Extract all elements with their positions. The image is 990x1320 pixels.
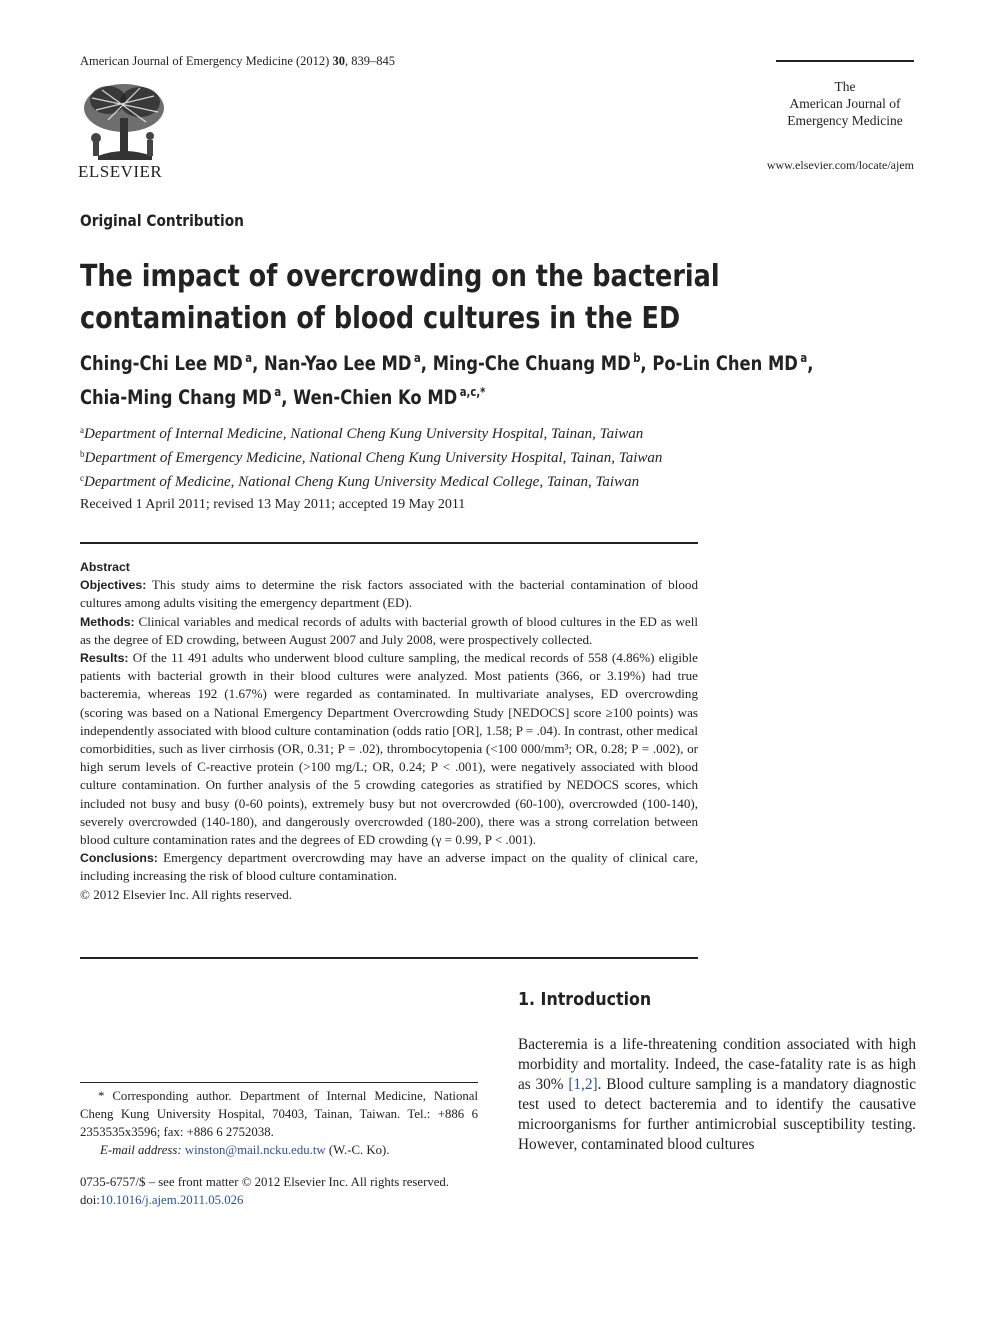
- introduction-heading: 1. Introduction: [518, 989, 652, 1010]
- abstract: [80, 558, 698, 904]
- article-type: Original Contribution: [80, 211, 244, 230]
- journal-name: The American Journal of Emergency Medicine: [787, 79, 903, 128]
- author-affiliation-mark[interactable]: a: [274, 385, 282, 399]
- abstract-bottom-rule: [80, 957, 698, 959]
- author-affiliation-mark[interactable]: a: [800, 351, 808, 365]
- front-matter: 0735-6757/$ – see front matter © 2012 Elsevier Inc. All rights reserved. doi:10.1016/j.ajem.2011.05.026: [80, 1173, 500, 1209]
- author-affiliation-mark[interactable]: a: [413, 351, 421, 365]
- author-affiliation-mark[interactable]: a,c,*: [459, 385, 486, 399]
- email-link[interactable]: winston@mail.ncku.edu.tw: [184, 1143, 326, 1157]
- issn-line: 0735-6757/$ – see front matter © 2012 Elsevier Inc. All rights reserved.: [80, 1175, 450, 1189]
- abstract-results: Results: Of the 11 491 adults who underwent blood culture sampling, the medical records of 558 (4.86%) eligible patients with bacterial growth in their blood cultures were analyzed. Most patients (366, or 3.19%) had true bacteremia, whereas 192 (1.67%) were regarded as contaminated. In multivariate analyses, ED overcrowding (scoring was based on a National Emergency Department Overcrowding Study [NEDOCS] score ≥100 points) was independently associated with blood culture contamination (odds ratio [OR], 1.58; P = .04). In contrast, other medical comorbidities, such as liver cirrhosis (OR, 0.31; P = .02), thrombocytopenia (<100 000/mm³; OR, 0.28; P = .002), or high serum levels of C-reactive protein (>100 mg/L; OR, 0.24; P < .001), were negatively associated with blood culture contamination. On further analysis of the 5 crowding categories as stratified by NEDOCS scores, which included not busy and busy (0-60 points), extremely busy but not overcrowded (60-100), overcrowded (100-140), severely overcrowded (140-180), and dangerously overcrowded (180-200), there was a strong correlation between blood culture contamination rates and the degrees of ED crowding (γ = 0.99, P < .001).: [80, 650, 698, 848]
- corresponding-author-footnote: * Corresponding author. Department of Internal Medicine, National Cheng Kung University Hospital, 70403, Tainan, Taiwan. Tel.: +886 6 2353535x3596; fax: +886 6 2752038. E-mail address: winston@mail.ncku.edu.tw (W.-C. Ko).: [80, 1089, 478, 1157]
- journal-volume: 30: [332, 54, 345, 68]
- journal-citation: American Journal of Emergency Medicine (2012) 30, 839–845: [80, 54, 395, 68]
- doi-link[interactable]: 10.1016/j.ajem.2011.05.026: [99, 1193, 244, 1207]
- article-title: The impact of overcrowding on the bacterial contamination of blood cultures in the ED: [80, 259, 720, 336]
- affiliation-item: $^a$Department of Internal Medicine, National Cheng Kung University Hospital, Tainan, Taiwan: [80, 425, 644, 442]
- author-affiliation-mark[interactable]: a: [245, 351, 253, 365]
- affiliations: [80, 420, 662, 492]
- author-name: Ming-Che Chuang MD: [432, 352, 631, 375]
- publisher-name: ELSEVIER: [78, 162, 163, 181]
- affiliation-item: $^c$Department of Medicine, National Cheng Kung University Medical College, Tainan, Taiwan: [80, 473, 640, 490]
- footnote-rule: [80, 1082, 478, 1083]
- author-affiliation-mark[interactable]: b: [633, 351, 641, 365]
- abstract-methods: Methods: Clinical variables and medical records of adults with bacterial growth of blood cultures in the ED as well as the degree of ED crowding, between August 2007 and July 2008, were prospectively collected.: [80, 613, 698, 647]
- abstract-copyright: © 2012 Elsevier Inc. All rights reserved.: [80, 886, 293, 902]
- author-name: Wen-Chien Ko MD: [293, 386, 458, 409]
- citation-link[interactable]: [1,2]: [568, 1076, 598, 1093]
- affiliation-item: $^b$Department of Emergency Medicine, National Cheng Kung University Hospital, Tainan, Taiwan: [80, 449, 663, 466]
- author-name: Ching-Chi Lee MD: [80, 352, 243, 375]
- author-list: Ching-Chi Lee MD $^a$, Nan-Yao Lee MD $^a$, Ming-Che Chuang MD $^b$, Po-Lin Chen MD $^a$, Chia-Ming Chang MD $^a$, Wen-Chien Ko MD $^{a,c,*}$: [80, 351, 814, 409]
- received-dates: Received 1 April 2011; revised 13 May 2011; accepted 19 May 2011: [80, 497, 466, 512]
- introduction-text: Bacteremia is a life-threatening condition associated with high morbidity and mortality. Indeed, the case-fatality rate is as high as 30% [1,2]. Blood culture sampling is a mandatory diagnostic test used to detect bacteremia and to identify the causative microorganisms for further antimicrobial susceptibility testing. However, contaminated blood cultures: [518, 1036, 916, 1153]
- author-name: Nan-Yao Lee MD: [263, 352, 412, 375]
- abstract-conclusions: Conclusions: Emergency department overcrowding may have an adverse impact on the quality of clinical care, including increasing the risk of blood culture contamination.: [80, 850, 698, 884]
- header-rule: [776, 60, 914, 62]
- journal-pages: , 839–845: [344, 54, 395, 68]
- abstract-heading: Abstract: [80, 560, 130, 574]
- author-name: Po-Lin Chen MD: [652, 352, 798, 375]
- abstract-objectives: Objectives: This study aims to determine the risk factors associated with the bacterial contamination of blood cultures among adults visiting the emergency department (ED).: [80, 577, 698, 611]
- author-name: Chia-Ming Chang MD: [80, 386, 272, 409]
- abstract-top-rule: [80, 542, 698, 544]
- journal-url[interactable]: www.elsevier.com/locate/ajem: [766, 158, 914, 172]
